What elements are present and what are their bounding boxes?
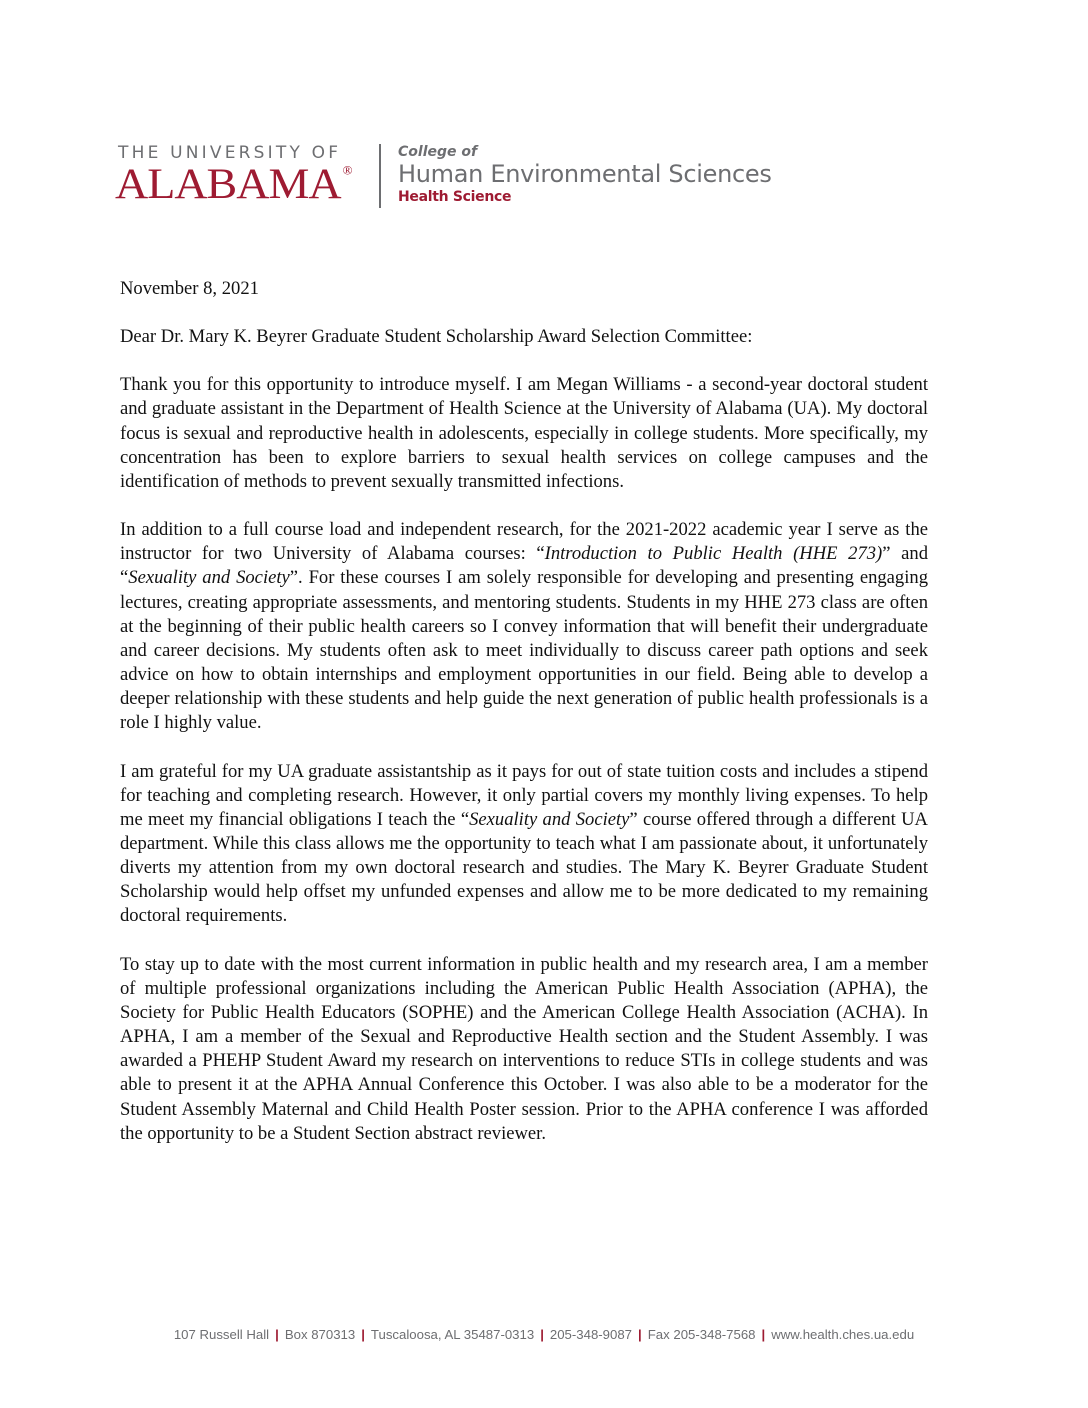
- letterhead-divider: [379, 144, 381, 208]
- italic-text: Sexuality and Society: [128, 567, 290, 589]
- letter-salutation: Dear Dr. Mary K. Beyrer Graduate Student Scholarship Award Selection Committee:: [120, 326, 753, 348]
- footer-item: 107 Russell Hall: [173, 1327, 270, 1342]
- footer-item: Tuscaloosa, AL 35487-0313: [370, 1327, 535, 1342]
- footer-separator: |: [361, 1327, 365, 1342]
- footer-item: www.health.ches.ua.edu: [771, 1327, 915, 1342]
- college-of-label: College of: [398, 144, 478, 160]
- footer-item: 205-348-9087: [549, 1327, 633, 1342]
- body-paragraph: [120, 760, 928, 929]
- paragraph-text: To stay up to date with the most current information in public health and my research area, I am a member of multiple professional organizations including the American Public Health Association (APHA), the Society for Public Health Educators (SOPHE) and the American College Health Association (ACHA). In APHA, I am a member of the Sexual and Reproductive Health section and the Student Assembly. I was awarded a PHEHP Student Award my research on interventions to reduce STIs in college students and was able to present it at the APHA Annual Conference this October. I was also able to be a moderator for the Student Assembly Maternal and Child Health Poster session. Prior to the APHA conference I was afforded the opportunity to be a Student Section abstract reviewer.: [120, 953, 928, 1144]
- footer-item: Box 870313: [284, 1327, 356, 1342]
- university-name: ALABAMA: [115, 159, 341, 208]
- footer-separator: |: [638, 1327, 642, 1342]
- footer-separator: |: [540, 1327, 544, 1342]
- department-name: Health Science: [398, 189, 512, 205]
- college-block: [398, 143, 772, 206]
- university-wordmark: [115, 159, 352, 208]
- letter-paragraphs: [120, 373, 928, 1146]
- body-paragraph: [120, 953, 928, 1146]
- college-name: Human Environmental Sciences: [398, 160, 772, 188]
- footer-separator: |: [275, 1327, 279, 1342]
- italic-text: Sexuality and Society: [469, 808, 630, 830]
- paragraph-text: In addition to a full course load and independent research, for the 2021-2022 academic year I serve as the instructor for two University of Alabama courses: “: [120, 519, 928, 565]
- footer-item: Fax 205-348-7568: [647, 1327, 756, 1342]
- paragraph-text: Thank you for this opportunity to introduce myself. I am Megan Williams - a second-year doctoral student and graduate assistant in the Department of Health Science at the University of Alabama (UA). My doctoral focus is sexual and reproductive health in adolescents, especially in college students. More specifically, my concentration has been to explore barriers to sexual health services on college campuses and the identification of methods to prevent sexually transmitted infections.: [120, 374, 928, 492]
- body-paragraph: [120, 373, 928, 494]
- paragraph-text: ” course offered through a different UA department. While this class allows me the opportunity to teach what I am passionate about, it unfortunately diverts my attention from my own doctoral research and studies. The Mary K. Beyrer Graduate Student Scholarship would help offset my unfunded expenses and allow me to be more dedicated to my remaining doctoral requirements.: [120, 808, 928, 927]
- italic-text: Introduction to Public Health (HHE 273): [544, 543, 883, 565]
- paragraph-text: ” and “: [120, 543, 929, 589]
- letter-body: [120, 277, 928, 1170]
- letter-date: November 8, 2021: [120, 278, 259, 299]
- footer-separator: |: [761, 1327, 766, 1342]
- university-line: THE UNIVERSITY OF: [118, 143, 342, 163]
- footer-contact: [0, 1327, 1088, 1342]
- trademark-mark: ®: [342, 163, 352, 178]
- paragraph-text: ”. For these courses I am solely responsible for developing and presenting engaging lectures, creating appropriate assessments, and mentoring students. Students in my HHE 273 class are often at the beginning of their public health careers so I convey information that will benefit their undergraduate and career decisions. My students often ask to meet individually to discuss career path options and seek advice on how to obtain internships and employment opportunities in our field. Being able to develop a deeper relationship with these students and help guide the next generation of public health professionals is a role I highly value.: [120, 567, 928, 734]
- body-paragraph: [120, 518, 928, 735]
- paragraph-text: I am grateful for my UA graduate assistantship as it pays for out of state tuition costs and includes a stipend for teaching and completing research. However, it only partial covers my monthly living expenses. To help me meet my financial obligations I teach the “: [120, 760, 928, 830]
